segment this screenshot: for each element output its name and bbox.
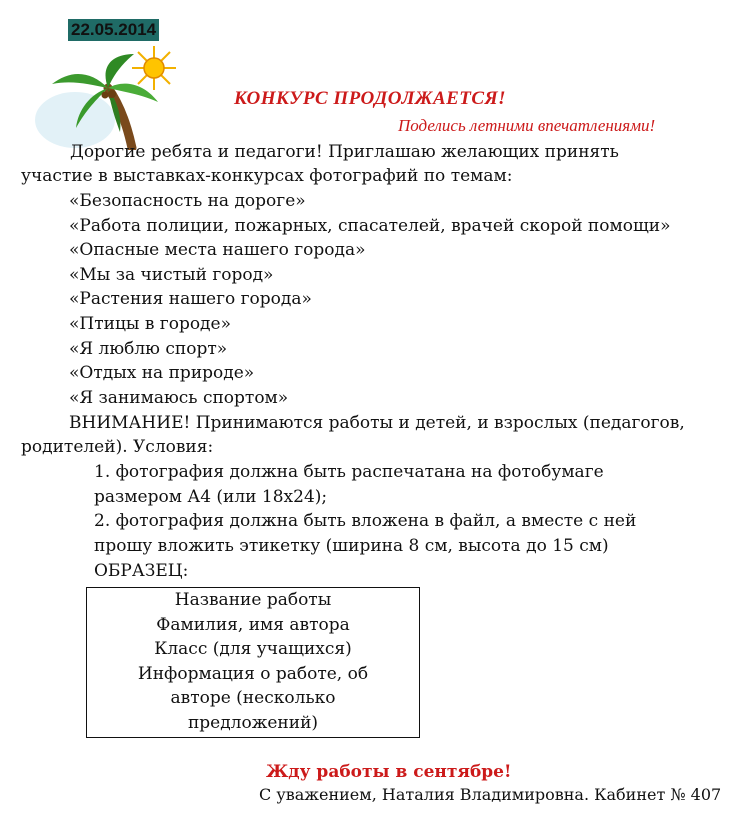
theme-item: «Птицы в городе» (69, 314, 231, 334)
sample-line: Информация о работе, об (137, 663, 369, 684)
theme-item: «Безопасность на дороге» (69, 191, 306, 211)
closing-note: Жду работы в сентябре! (266, 762, 512, 782)
theme-item: «Растения нашего города» (69, 289, 312, 309)
signature: С уважением, Наталия Владимировна. Кабинет № 407 (259, 785, 722, 804)
condition-1-line-1: 1. фотография должна быть распечатана на фотобумаге (94, 462, 604, 482)
contest-title: КОНКУРС ПРОДОЛЖАЕТСЯ! (234, 88, 507, 109)
condition-2-line-2: прошу вложить этикетку (ширина 8 см, высота до 15 см) (94, 536, 609, 556)
intro-line-2: участие в выставках-конкурсах фотографий по темам: (21, 166, 513, 186)
sample-line: авторе (несколько (170, 688, 336, 709)
theme-item: «Мы за чистый город» (69, 265, 274, 285)
theme-item: «Отдых на природе» (69, 363, 255, 383)
attention-line-2: родителей). Условия: (21, 437, 214, 457)
sample-label: ОБРАЗЕЦ: (94, 561, 189, 581)
sample-line: Фамилия, имя автора (156, 614, 350, 635)
sample-line: Класс (для учащихся) (154, 639, 352, 660)
condition-2-line-1: 2. фотография должна быть вложена в файл, а вместе с ней (94, 511, 637, 531)
intro-line-1: Дорогие ребята и педагоги! Приглашаю желающих принять (70, 142, 619, 162)
theme-item: «Я занимаюсь спортом» (69, 388, 289, 408)
contest-subtitle: Поделись летними впечатлениями! (398, 116, 656, 135)
theme-item: «Работа полиции, пожарных, спасателей, врачей скорой помощи» (69, 216, 671, 236)
date-badge: 22.05.2014 (68, 19, 159, 41)
condition-1-line-2: размером А4 (или 18х24); (94, 487, 328, 507)
theme-item: «Опасные места нашего города» (69, 240, 366, 260)
sample-label-box (86, 587, 420, 738)
sample-line: Название работы (174, 590, 332, 610)
palm-tree-sun-icon (30, 40, 210, 154)
sample-line: предложений) (187, 712, 319, 733)
attention-line-1: ВНИМАНИЕ! Принимаются работы и детей, и взрослых (педагогов, (69, 413, 685, 433)
theme-item: «Я люблю спорт» (69, 339, 228, 359)
